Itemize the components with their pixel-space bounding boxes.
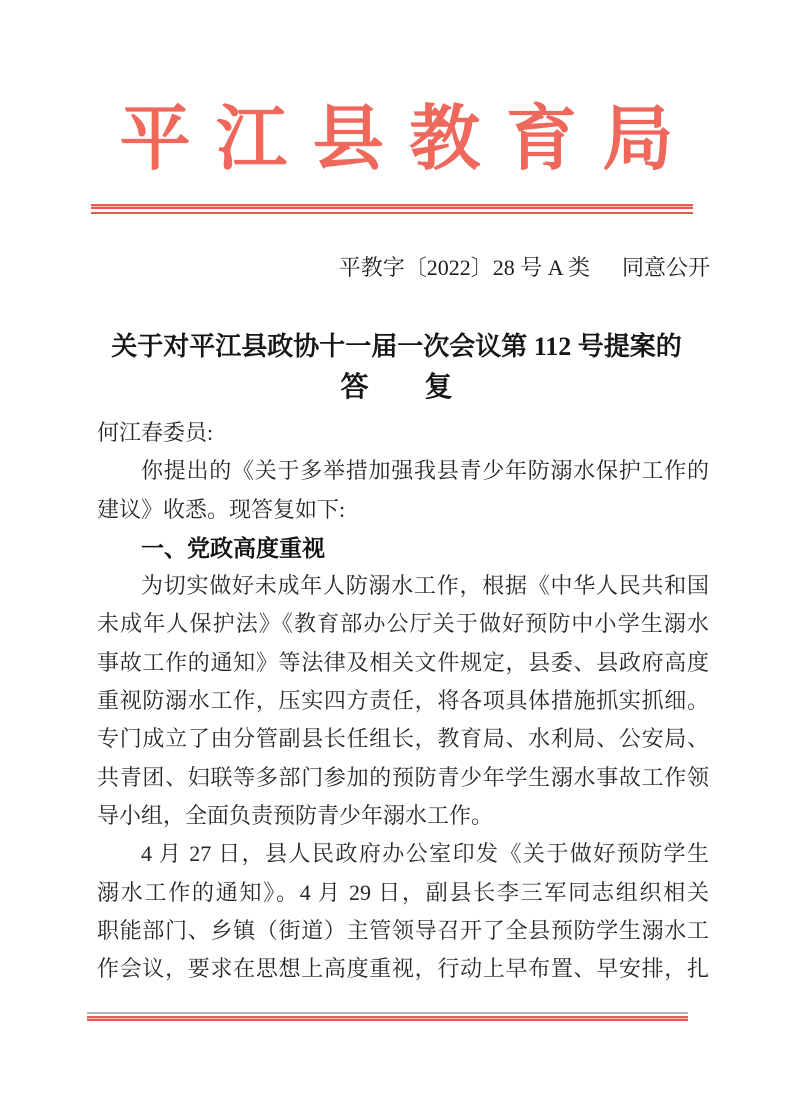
agency-letterhead-title: 平江县教育局 xyxy=(119,101,699,179)
salutation: 何江春委员: xyxy=(97,420,214,445)
divider-thick-line xyxy=(91,204,693,209)
paragraph-line: 未成年人保护法》《教育部办公厅关于做好预防中小学生溺水 xyxy=(97,611,709,637)
document-title-line2: 答 复 xyxy=(340,372,453,403)
document-number-line xyxy=(0,251,710,282)
document-number: 平教字〔2022〕28 号 A 类 xyxy=(338,255,590,280)
body-lines xyxy=(97,414,709,988)
paragraph-line: 建议》收悉。现答复如下: xyxy=(97,496,346,522)
paragraph-line: 溺水工作的通知》。4 月 29 日，副县长李三军同志组织相关 xyxy=(97,879,709,905)
paragraph-line: 重视防溺水工作，压实四方责任，将各项具体措施抓实抓细。 xyxy=(97,688,709,714)
paragraph-line: 事故工作的通知》等法律及相关文件规定，县委、县政府高度 xyxy=(97,649,709,675)
paragraph-line: 你提出的《关于多举措加强我县青少年防溺水保护工作的 xyxy=(141,458,709,484)
paragraph-line: 为切实做好未成年人防溺水工作，根据《中华人民共和国 xyxy=(141,573,709,599)
letterhead-divider-rule xyxy=(91,204,693,214)
paragraph-line: 作会议，要求在思想上高度重视，行动上早布置、早安排，扎 xyxy=(97,956,709,982)
paragraph-line: 专门成立了由分管副县长任组长，教育局、水利局、公安局、 xyxy=(97,726,709,752)
paragraph-line: 导小组，全面负责预防青少年溺水工作。 xyxy=(97,802,494,828)
document-title-line1: 关于对平江县政协十一届一次会议第 112 号提案的 xyxy=(111,332,682,361)
footer-divider-rule xyxy=(87,1012,688,1021)
divider-thin-line xyxy=(91,212,693,214)
section-heading: 一、党政高度重视 xyxy=(141,534,325,561)
footer-red-line xyxy=(87,1016,688,1021)
footer-gray-line xyxy=(87,1012,688,1014)
paragraph-line: 职能部门、乡镇（街道）主管领导召开了全县预防学生溺水工 xyxy=(97,917,709,943)
paragraph-line: 共青团、妇联等多部门参加的预防青少年学生溺水事故工作领 xyxy=(97,764,709,790)
paragraph-line: 4 月 27 日，县人民政府办公室印发《关于做好预防学生 xyxy=(141,841,709,867)
publicity-status: 同意公开 xyxy=(621,255,710,280)
